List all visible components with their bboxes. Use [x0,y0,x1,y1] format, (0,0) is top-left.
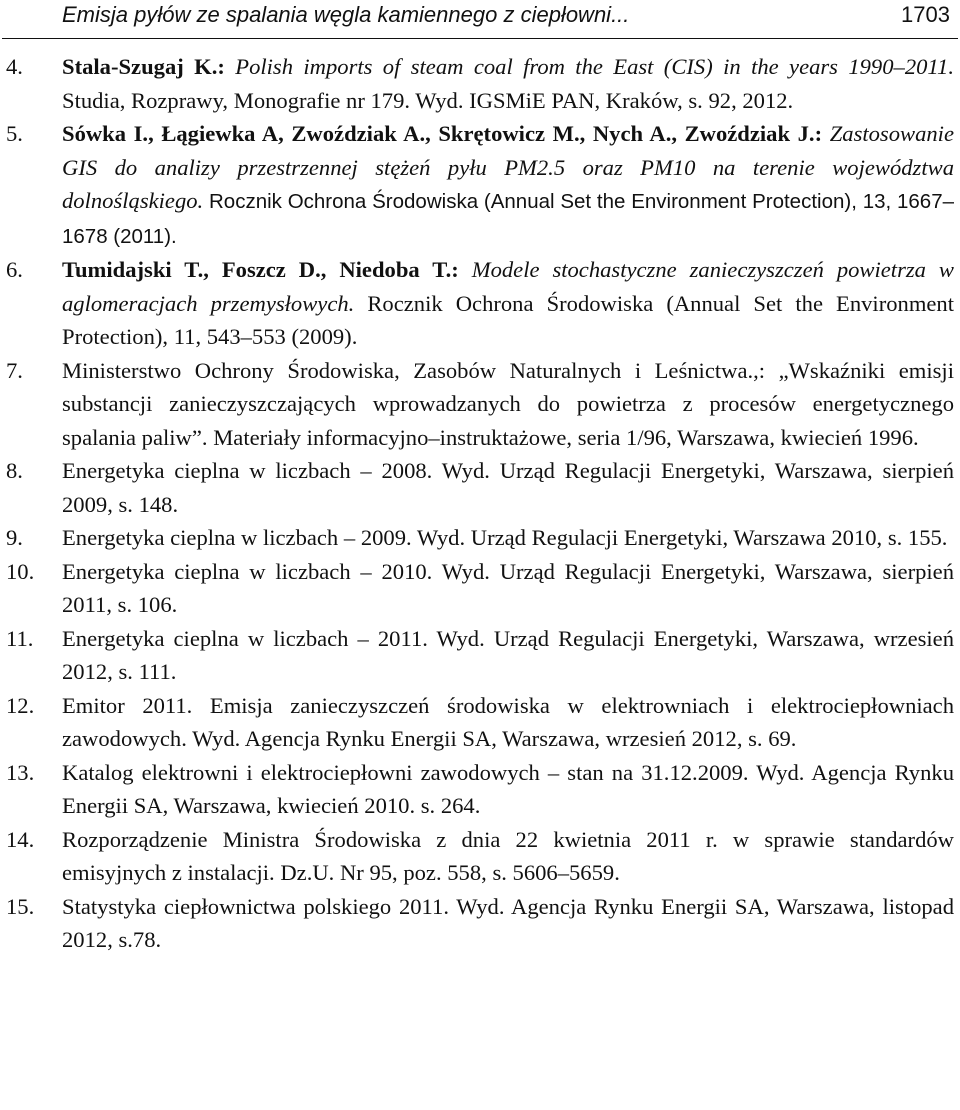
reference-title: Polish imports of steam coal from the East (CIS) in the years 1990–2011. [235,54,954,79]
reference-number: 11. [6,625,34,651]
reference-number: 7. [6,357,23,383]
running-header-title: Emisja pyłów ze spalania węgla kamiennego z ciepłowni... [62,2,630,27]
reference-item [0,823,960,890]
reference-item [0,689,960,756]
reference-text: Emitor 2011. Emisja zanieczyszczeń środowiska w elektrowniach i elektrociepłowniach zawodowych. Wyd. Agencja Rynku Energii SA, Warszawa, wrzesień 2012, s. 69. [62,692,954,751]
reference-item [0,117,960,253]
reference-text [62,117,960,253]
reference-item [0,253,960,354]
header-divider [2,38,958,39]
reference-authors: Stala-Szugaj K. [62,54,218,79]
reference-number: 15. [6,893,35,919]
reference-number: 4. [6,54,23,79]
reference-text: Statystyka ciepłownictwa polskiego 2011. Wyd. Agencja Rynku Energii SA, Warszawa, listopad 2012, s.78. [62,893,954,952]
reference-number: 13. [6,759,35,785]
reference-text: Ministerstwo Ochrony Środowiska, Zasobów Naturalnych i Leśnictwa.,: „Wskaźniki emisji substancji zanieczyszczających wprowadzanych do powietrza z procesów energetycznego spalania paliw”. Materiały informacyjno–instruktażowe, seria 1/96, Warszawa, kwiecień 1996. [62,357,954,450]
reference-text: Energetyka cieplna w liczbach – 2011. Wyd. Urząd Regulacji Energetyki, Warszawa, wrzesień 2012, s. 111. [62,625,954,684]
page-number: 1703 [901,2,950,27]
reference-title: Modele stochastyczne zanieczyszczeń powietrza w aglomeracjach przemysłowych. [62,257,954,316]
reference-item [0,890,960,957]
reference-separator: : [217,54,236,79]
reference-item [0,454,960,521]
reference-separator: : [451,257,472,282]
reference-text [62,253,960,354]
reference-item [0,622,960,689]
reference-item [0,756,960,823]
reference-number: 6. [6,257,23,282]
reference-source: Studia, Rozprawy, Monografie nr 179. Wyd. IGSMiE PAN, Kraków, s. 92, 2012. [62,87,794,113]
reference-text: Katalog elektrowni i elektrociepłowni zawodowych – stan na 31.12.2009. Wyd. Agencja Rynku Energii SA, Warszawa, kwiecień 2010. s. 264. [62,759,954,818]
reference-text: Energetyka cieplna w liczbach – 2010. Wyd. Urząd Regulacji Energetyki, Warszawa, sierpień 2011, s. 106. [62,558,954,617]
reference-authors: Sówka I., Łągiewka A, Zwoździak A., Skrętowicz M., Nych A., Zwoździak J. [62,121,815,146]
reference-text: Energetyka cieplna w liczbach – 2009. Wyd. Urząd Regulacji Energetyki, Warszawa 2010, s. 155. [62,525,948,550]
reference-number: 5. [6,121,23,146]
reference-title: Zastosowanie GIS do analizy przestrzennej stężeń pyłu PM2.5 oraz PM10 na terenie województwa dolnośląskiego. [62,121,954,213]
reference-item [0,555,960,622]
reference-separator: : [814,121,830,146]
running-header [62,2,950,38]
reference-list [0,50,960,957]
reference-text: Energetyka cieplna w liczbach – 2008. Wyd. Urząd Regulacji Energetyki, Warszawa, sierpień 2009, s. 148. [62,458,954,517]
reference-number: 10. [6,558,35,584]
reference-source: Rocznik Ochrona Środowiska (Annual Set the Environment Protection), 11, 543–553 (2009). [62,290,954,349]
reference-item [0,521,960,555]
reference-item [0,354,960,455]
reference-source: Rocznik Ochrona Środowiska (Annual Set the Environment Protection), 13, 1667–1678 (2011). [62,190,954,248]
reference-authors: Tumidajski T., Foszcz D., Niedoba T. [62,257,452,282]
reference-number: 12. [6,692,35,718]
reference-number: 8. [6,458,23,483]
reference-number: 14. [6,826,35,852]
reference-number: 9. [6,525,23,550]
reference-text: Rozporządzenie Ministra Środowiska z dnia 22 kwietnia 2011 r. w sprawie standardów emisyjnych z instalacji. Dz.U. Nr 95, poz. 558, s. 5606–5659. [62,826,954,885]
reference-text [62,50,960,117]
reference-item [0,50,960,117]
